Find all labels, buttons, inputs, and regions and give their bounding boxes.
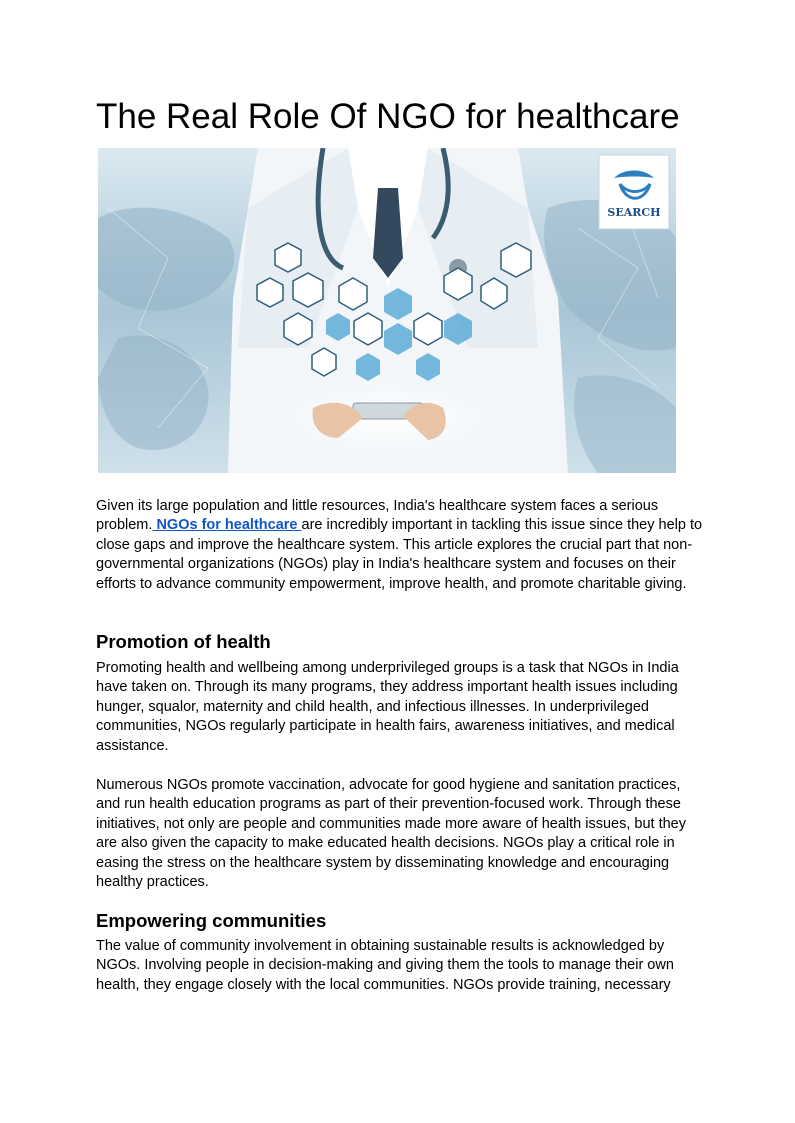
- hospital-icon: [293, 273, 323, 307]
- heading-empowering-communities: Empowering communities: [96, 910, 327, 931]
- intro-paragraph: [96, 497, 706, 594]
- capsule-icon: [414, 313, 442, 345]
- intro-text-end: are incredibly important in tackling this issue since they help to close gaps and improve the healthcare system. This article explores the crucial part that non-governmental organizations (NGOs) play in India's healthcare system and focuses on their efforts to advance community empowerment, improve health, and promote charitable giving.: [96, 517, 703, 592]
- page-title: The Real Role Of NGO for healthcare: [96, 97, 680, 136]
- handshake-icon: [275, 243, 301, 272]
- hero-image: [98, 148, 676, 473]
- insurance-icon: [284, 313, 312, 345]
- promotion-paragraph-1: Promoting health and wellbeing among underprivileged groups is a task that NGOs in India have taken on. Through its many programs, they address important health issues including hunger, squalor, maternity and child health, and infectious illnesses. In underprivileged communities, NGOs regularly participate in health fairs, awareness initiatives, and medical assistance.: [96, 660, 679, 754]
- health-care-icon: [501, 243, 531, 277]
- promotion-paragraph-2: Numerous NGOs promote vaccination, advocate for good hygiene and sanitation practices, and run health education programs as part of their prevention-focused work. Through these initiatives, not only are people and communities made more aware of health issues, but they are also given the capacity to make educated health decisions. NGOs play a critical role in easing the stress on the healthcare system by disseminating knowledge and encouraging healthy practices.: [96, 777, 686, 891]
- money-icon: [312, 348, 336, 376]
- empowering-paragraph-1: The value of community involvement in obtaining sustainable results is acknowledged by NGOs. Involving people in decision-making and giving them the tools to manage their own health, they engage closely with the local communities. NGOs provide training, necessary: [96, 938, 674, 993]
- logo-text: SEARCH: [607, 206, 661, 219]
- ngos-healthcare-link[interactable]: NGOs for healthcare: [152, 517, 302, 534]
- heading-promotion-of-health: Promotion of health: [96, 631, 271, 652]
- document-icon: [257, 278, 283, 307]
- ambulance-icon: [354, 313, 382, 345]
- intro-text-start: Given its large population and little resources, India's healthcare system faces a serious problem.: [96, 498, 659, 534]
- doctor-icon: [444, 268, 472, 300]
- heart-icon: [339, 278, 367, 310]
